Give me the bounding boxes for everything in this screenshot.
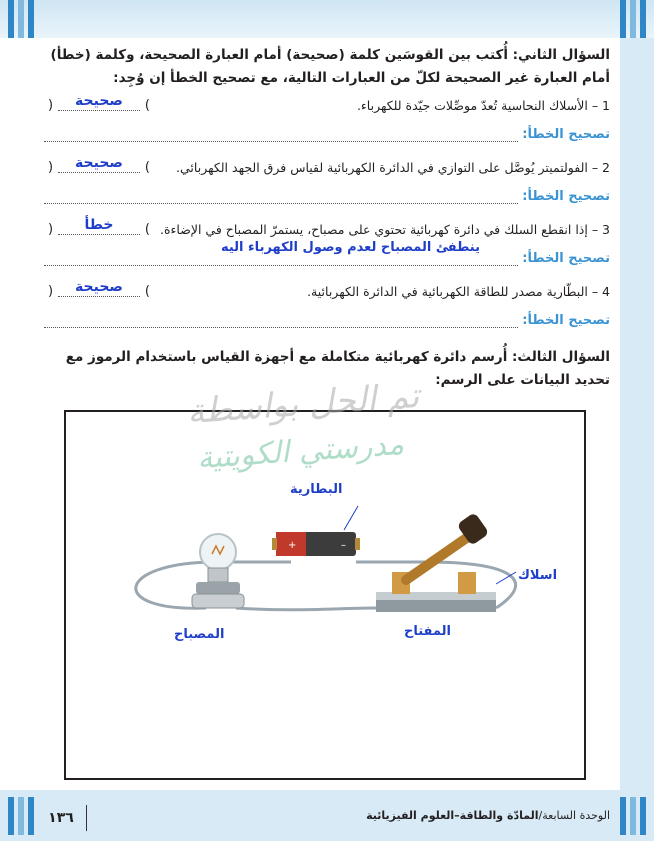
correction-input[interactable] <box>44 265 518 266</box>
statement-text: 1 – الأسلاك النحاسية تُعدّ موصِّلات جيّدة للكهرباء. <box>356 98 610 113</box>
statement-text: 3 – إذا انقطع السلك في دائرة كهربائية تحتوي على مصباح، يستمرّ المصباح في الإضاءة. <box>160 222 610 237</box>
answer-box[interactable]: ) صحيحة ( <box>48 279 150 299</box>
wire-bottom <box>236 608 376 610</box>
circuit-drawing-area[interactable] <box>64 375 586 780</box>
correction-label: تصحيح الخطأ: <box>522 189 610 204</box>
question-2-title: السؤال الثاني: أُكتب بين القوسَين كلمة (صحيحة) أمام العبارة الصحيحة، وكلمة (خطأ) أمام العبارة غير الصحيحة لكلّ من العبارات التالية، مع تصحيح الخطأ إن وُجِد: <box>50 47 610 86</box>
worksheet-content <box>44 44 610 406</box>
svg-text:–: – <box>341 540 346 551</box>
answer-text: خطأ <box>84 217 114 233</box>
label-wires: اسلاك <box>518 568 558 583</box>
unit-title: الوحدة السابعة/المادّة والطاقة–العلوم الفيزيائية <box>366 809 610 822</box>
top-right-stripes <box>620 0 646 38</box>
statement-text: 2 – الفولتميتر يُوصَّل على التوازي في الدائرة الكهربائية لقياس فرق الجهد الكهربائي. <box>176 160 610 175</box>
statement-4 <box>44 276 610 307</box>
footer-left-stripes <box>8 797 34 835</box>
label-lamp: المصباح <box>174 627 225 642</box>
correction-label: تصحيح الخطأ: <box>522 251 610 266</box>
statement-2 <box>44 152 610 183</box>
svg-text:+: + <box>288 540 297 551</box>
statement-1 <box>44 90 610 121</box>
top-band <box>0 0 654 38</box>
footer-right-stripes <box>620 797 646 835</box>
right-side-band <box>620 38 654 790</box>
correction-input[interactable] <box>44 203 518 204</box>
correction-text: ينطفئ المصباح لعدم وصول الكهرباء اليه <box>220 240 480 255</box>
correction-input[interactable] <box>44 327 518 328</box>
answer-text: صحيحة <box>75 93 123 109</box>
statement-text: 4 – البطّارية مصدر للطاقة الكهربائية في الدائرة الكهربائية. <box>307 284 610 299</box>
correction-line-4 <box>44 307 610 338</box>
page-footer <box>0 790 654 841</box>
answer-text: صحيحة <box>75 279 123 295</box>
correction-label: تصحيح الخطأ: <box>522 313 610 328</box>
watermark-solved-by: تم الحل بواسطة <box>185 375 421 433</box>
lamp-icon <box>192 534 244 608</box>
label-battery: البطارية <box>290 482 343 497</box>
correction-line-1 <box>44 121 610 152</box>
label-switch: المفتاح <box>404 624 451 639</box>
correction-line-2 <box>44 183 610 214</box>
answer-box[interactable]: ) خطأ ( <box>48 217 150 237</box>
answer-text: صحيحة <box>75 155 123 171</box>
top-left-stripes <box>8 0 34 38</box>
answer-box[interactable]: ) صحيحة ( <box>48 155 150 175</box>
question-3-title: السؤال الثالث: أُرسم دائرة كهربائية متكاملة مع أجهزة القياس باستخدام الرموز مع تحديد البيانات على الرسم: <box>65 349 610 388</box>
watermark-my-kuwaiti-school: مدرستي الكويتية <box>195 426 405 477</box>
correction-label: تصحيح الخطأ: <box>522 127 610 142</box>
battery-icon <box>272 532 360 556</box>
correction-input[interactable] <box>44 141 518 142</box>
answer-box[interactable]: ) صحيحة ( <box>48 93 150 113</box>
page-number: ١٣٦ <box>36 805 87 831</box>
correction-line-3 <box>44 240 610 276</box>
